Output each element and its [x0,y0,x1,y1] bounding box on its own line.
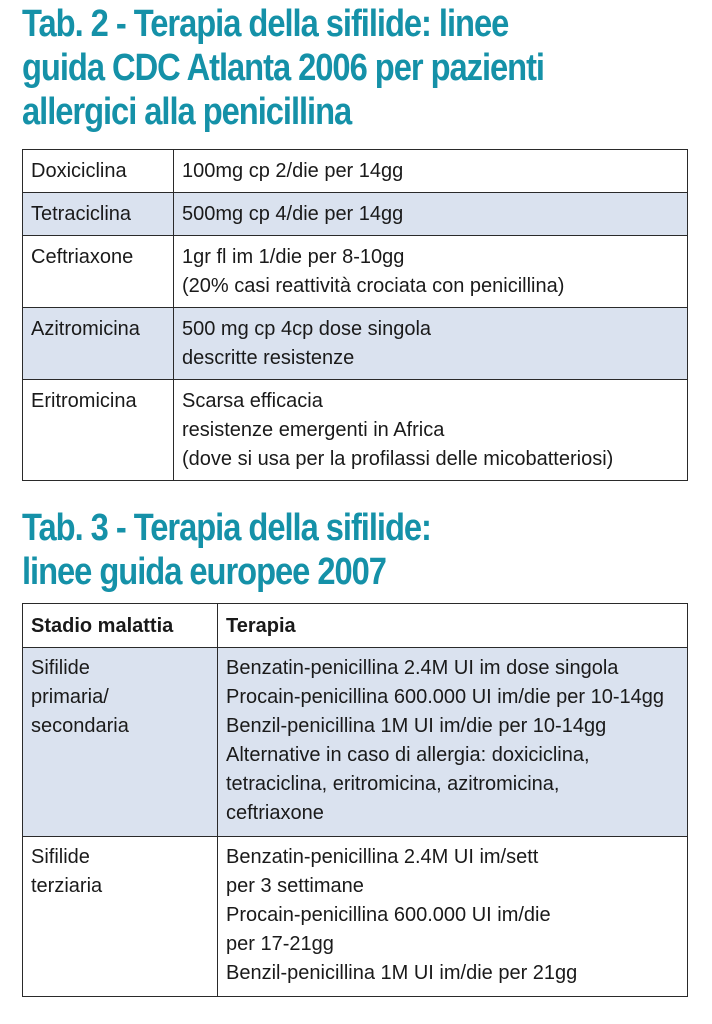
therapy-line: Benzatin-penicillina 2.4M UI im/sett [226,846,539,868]
therapy-line: Scarsa efficacia [182,390,323,412]
table-row [23,236,688,308]
therapy-line: 100mg cp 2/die per 14gg [182,160,404,182]
table3-european-guidelines [22,603,688,997]
therapy-line: Procain-penicillina 600.000 UI im/die [226,904,551,926]
therapy-line: per 3 settimane [226,875,364,897]
stage-line: Sifilide [31,846,90,868]
therapy-line: per 17-21gg [226,933,334,955]
therapy-line: (20% casi reattività crociata con penicillina) [182,275,565,297]
therapy-cell [218,648,688,837]
therapy-line: Procain-penicillina 600.000 UI im/die per 10-14gg [226,686,665,708]
therapy-line: descritte resistenze [182,347,355,369]
therapy-cell [174,308,688,380]
table2-title [22,2,544,134]
therapy-column-header: Terapia [218,604,688,648]
table-row [23,193,688,236]
drug-cell: Doxiciclina [23,150,174,193]
stage-line: Sifilide [31,657,90,679]
table-row [23,308,688,380]
therapy-line: Alternative in caso di allergia: doxiciclina, [226,744,590,766]
therapy-line: ceftriaxone [226,802,324,824]
therapy-line: (dove si usa per la profilassi delle micobatteriosi) [182,448,614,470]
table-row [23,380,688,481]
therapy-cell [218,837,688,997]
therapy-line: Benzil-penicillina 1M UI im/die per 10-14gg [226,715,607,737]
stage-line: primaria/ [31,686,109,708]
drug-cell: Tetraciclina [23,193,174,236]
stage-cell [23,648,218,837]
therapy-cell [174,150,688,193]
table3-title [22,506,431,594]
table3-title-line: linee guida europee 2007 [22,551,386,593]
table-header-row [23,604,688,648]
stage-column-header: Stadio malattia [23,604,218,648]
therapy-line: tetraciclina, eritromicina, azitromicina, [226,773,560,795]
drug-cell: Ceftriaxone [23,236,174,308]
table2-title-line: Tab. 2 - Terapia della sifilide: linee [22,3,509,45]
stage-line: secondaria [31,715,129,737]
stage-cell [23,837,218,997]
table-row [23,150,688,193]
stage-line: terziaria [31,875,103,897]
therapy-cell [174,193,688,236]
therapy-line: 500mg cp 4/die per 14gg [182,203,404,225]
drug-cell: Eritromicina [23,380,174,481]
table2-title-line: guida CDC Atlanta 2006 per pazienti [22,47,544,89]
therapy-line: 1gr fl im 1/die per 8-10gg [182,246,405,268]
table-row [23,837,688,997]
therapy-cell [174,236,688,308]
table2-title-line: allergici alla penicillina [22,91,352,133]
table3-title-line: Tab. 3 - Terapia della sifilide: [22,507,431,549]
table-row [23,648,688,837]
table2-cdc-allergy-therapy [22,149,688,481]
therapy-line: Benzil-penicillina 1M UI im/die per 21gg [226,962,578,984]
therapy-line: resistenze emergenti in Africa [182,419,445,441]
therapy-cell [174,380,688,481]
therapy-line: Benzatin-penicillina 2.4M UI im dose singola [226,657,619,679]
therapy-line: 500 mg cp 4cp dose singola [182,318,432,340]
drug-cell: Azitromicina [23,308,174,380]
